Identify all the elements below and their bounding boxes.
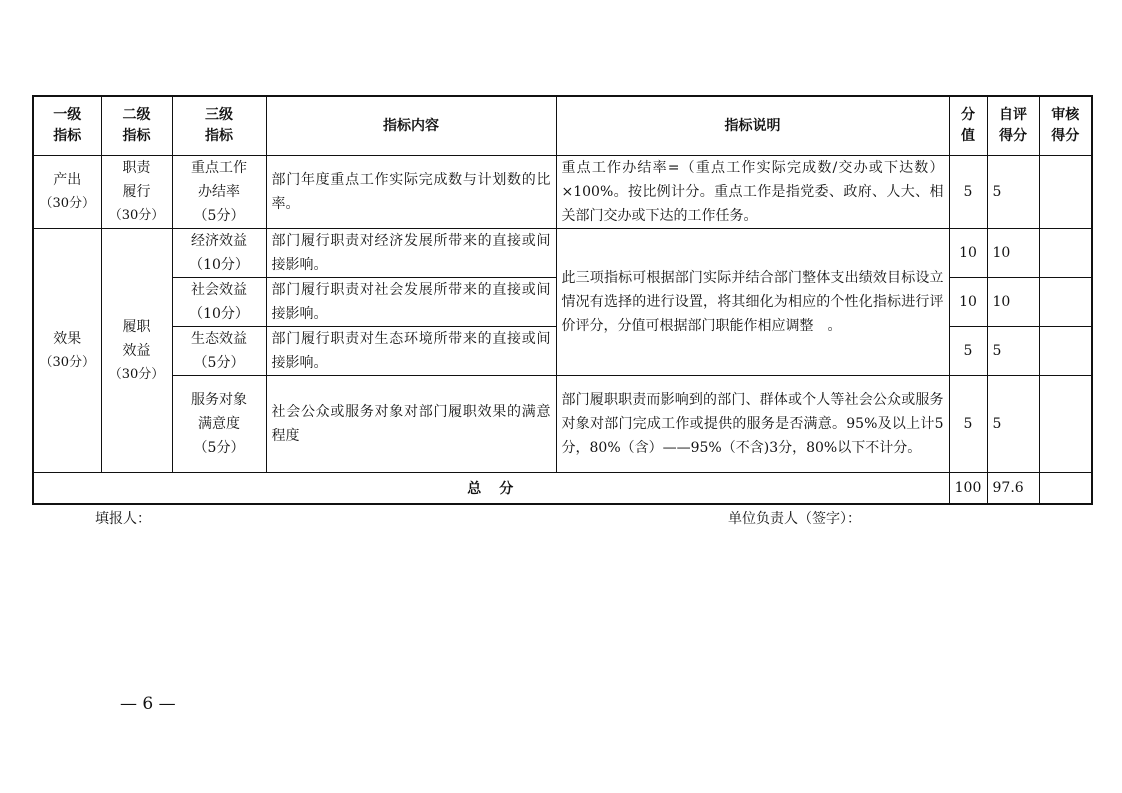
total-label: 总 分 xyxy=(33,473,949,504)
table-row-satisfaction xyxy=(33,376,1092,473)
economic-audit-score xyxy=(1039,229,1092,278)
effect-level2: 履职 效益 （30分） xyxy=(101,229,172,473)
output-score: 5 xyxy=(949,156,987,229)
header-row xyxy=(33,96,1092,156)
economic-score: 10 xyxy=(949,229,987,278)
satisfaction-score: 5 xyxy=(949,376,987,473)
total-score: 100 xyxy=(949,473,987,504)
satisfaction-self-score: 5 xyxy=(987,376,1039,473)
output-self-score: 5 xyxy=(987,156,1039,229)
header-level3: 三级 指标 xyxy=(172,96,266,156)
effect-shared-description: 此三项指标可根据部门实际并结合部门整体支出绩效目标设立情况有选择的进行设置，将其细化为相应的个性化指标进行评价评分，分值可根据部门职能作相应调整 。 xyxy=(556,229,949,376)
ecological-self-score: 5 xyxy=(987,327,1039,376)
filler-label: 填报人： xyxy=(95,511,151,527)
header-description: 指标说明 xyxy=(556,96,949,156)
ecological-audit-score xyxy=(1039,327,1092,376)
social-content: 部门履行职责对社会发展所带来的直接或间接影响。 xyxy=(266,278,556,327)
social-level3: 社会效益 （10分） xyxy=(172,278,266,327)
ecological-level3: 生态效益 （5分） xyxy=(172,327,266,376)
output-audit-score xyxy=(1039,156,1092,229)
header-level1: 一级 指标 xyxy=(33,96,101,156)
evaluation-table xyxy=(32,95,1093,505)
economic-content: 部门履行职责对经济发展所带来的直接或间接影响。 xyxy=(266,229,556,278)
ecological-score: 5 xyxy=(949,327,987,376)
satisfaction-audit-score xyxy=(1039,376,1092,473)
table-row-output xyxy=(33,156,1092,229)
satisfaction-content: 社会公众或服务对象对部门履职效果的满意程度 xyxy=(266,376,556,473)
header-level2: 二级 指标 xyxy=(101,96,172,156)
ecological-content: 部门履行职责对生态环境所带来的直接或间接影响。 xyxy=(266,327,556,376)
social-audit-score xyxy=(1039,278,1092,327)
satisfaction-description: 部门履职职责而影响到的部门、群体或个人等社会公众或服务对象对部门完成工作或提供的服务是否满意。95%及以上计5分，80%（含）——95%（不含)3分，80%以下不计分。 xyxy=(556,376,949,473)
social-score: 10 xyxy=(949,278,987,327)
output-content: 部门年度重点工作实际完成数与计划数的比率。 xyxy=(266,156,556,229)
leader-signature-label: 单位负责人（签字）： xyxy=(728,511,861,527)
total-audit-score xyxy=(1039,473,1092,504)
output-level1: 产出 （30分） xyxy=(33,156,101,229)
header-content: 指标内容 xyxy=(266,96,556,156)
header-audit-score: 审核 得分 xyxy=(1039,96,1092,156)
social-self-score: 10 xyxy=(987,278,1039,327)
header-self-score: 自评 得分 xyxy=(987,96,1039,156)
output-level3: 重点工作 办结率 （5分） xyxy=(172,156,266,229)
effect-level1: 效果 （30分） xyxy=(33,229,101,473)
economic-level3: 经济效益 （10分） xyxy=(172,229,266,278)
header-score: 分 值 xyxy=(949,96,987,156)
table-row-economic xyxy=(33,229,1092,278)
economic-self-score: 10 xyxy=(987,229,1039,278)
total-row xyxy=(33,473,1092,504)
page-number: — 6 — xyxy=(120,694,176,714)
total-self-score: 97.6 xyxy=(987,473,1039,504)
output-description: 重点工作办结率=（重点工作实际完成数/交办或下达数）×100%。按比例计分。重点工作是指党委、政府、人大、相关部门交办或下达的工作任务。 xyxy=(556,156,949,229)
output-level2: 职责 履行 （30分） xyxy=(101,156,172,229)
satisfaction-level3: 服务对象 满意度 （5分） xyxy=(172,376,266,473)
